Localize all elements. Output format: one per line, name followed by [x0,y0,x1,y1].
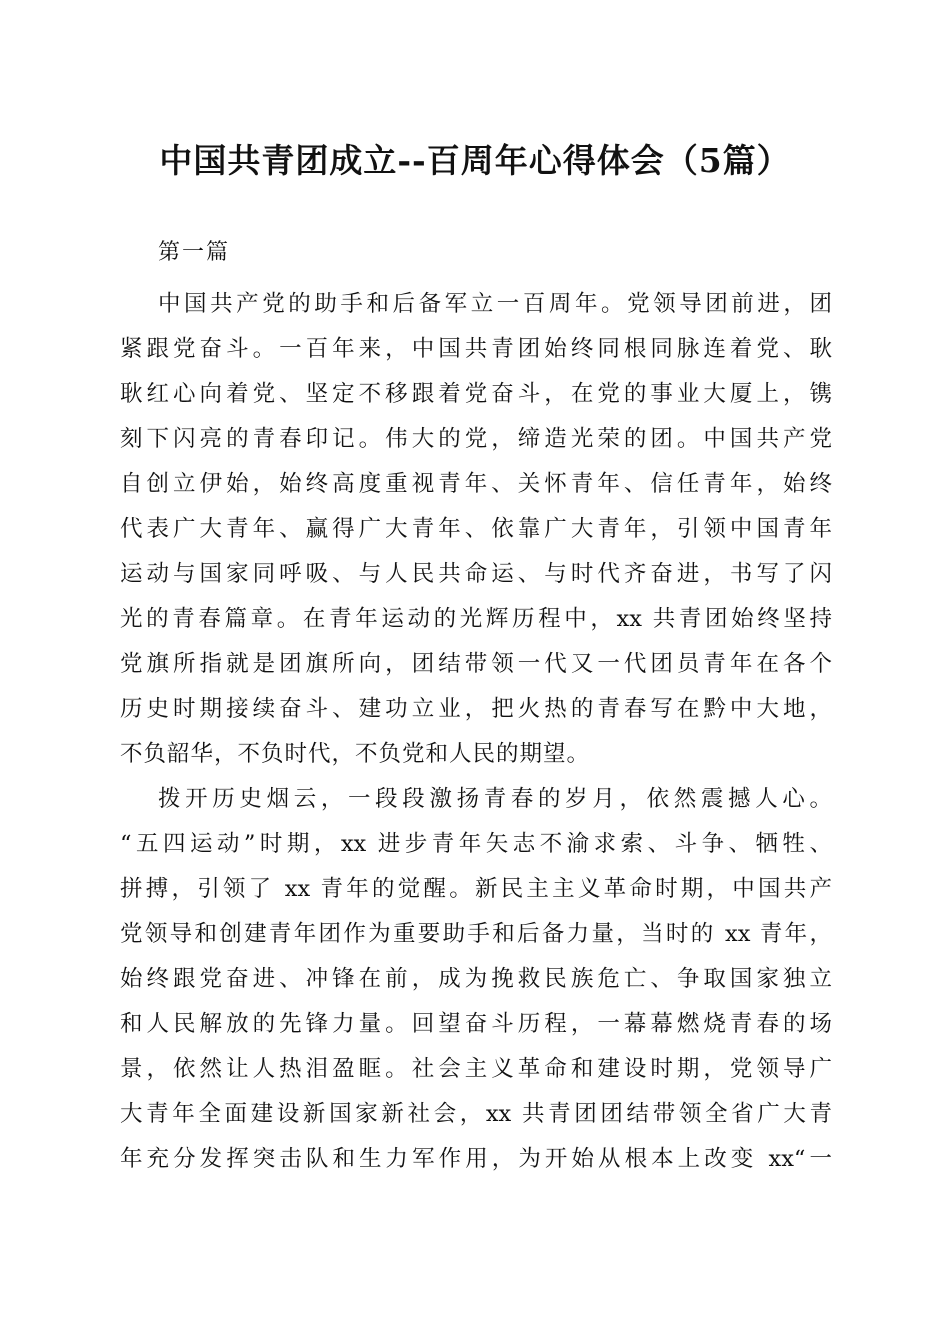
paragraph-line: 自创立伊始，始终高度重视青年、关怀青年、信任青年，始终 [120,471,832,497]
paragraph-line: 始终跟党奋进、冲锋在前，成为挽救民族危亡、争取国家独立 [120,966,832,992]
paragraph-line: 中国共产党的助手和后备军立一百周年。党领导团前进，团 [158,291,832,317]
paragraph-line: 刻下闪亮的青春印记。伟大的党，缔造光荣的团。中国共产党 [120,426,832,452]
paragraph-line: 景，依然让人热泪盈眶。社会主义革命和建设时期，党领导广 [120,1056,832,1082]
paragraph-line: 历史时期接续奋斗、建功立业，把火热的青春写在黔中大地， [120,696,832,722]
document-title: 中国共青团成立--百周年心得体会（5篇） [159,141,791,180]
paragraph-line: 紧跟党奋斗。一百年来，中国共青团始终同根同脉连着党、耿 [120,336,832,362]
paragraph-line: 耿红心向着党、坚定不移跟着党奋斗，在党的事业大厦上，镌 [120,381,832,407]
paragraph-line: 不负韶华，不负时代，不负党和人民的期望。 [120,741,591,767]
body-text [120,282,832,1182]
paragraph-line: 拼搏，引领了 xx 青年的觉醒。新民主主义革命时期，中国共产 [120,876,832,902]
paragraph-line: 年充分发挥突击队和生力军作用，为开始从根本上改变 xx“一 [120,1146,832,1172]
paragraph-line: 大青年全面建设新国家新社会，xx 共青团团结带领全省广大青 [120,1101,832,1127]
paragraph-line: 代表广大青年、赢得广大青年、依靠广大青年，引领中国青年 [120,516,832,542]
paragraph-line: “五四运动”时期，xx 进步青年矢志不渝求索、斗争、牺牲、 [120,831,832,857]
paragraph-line: 党旗所指就是团旗所向，团结带领一代又一代团员青年在各个 [120,651,832,677]
paragraph-line: 拨开历史烟云，一段段激扬青春的岁月，依然震撼人心。 [158,786,832,812]
paragraph-line: 党领导和创建青年团作为重要助手和后备力量，当时的 xx 青年， [120,921,832,947]
paragraph-line: 和人民解放的先锋力量。回望奋斗历程，一幕幕燃烧青春的场 [120,1011,832,1037]
paragraph-line: 运动与国家同呼吸、与人民共命运、与时代齐奋进，书写了闪 [120,561,832,587]
section-label: 第一篇 [158,240,231,265]
paragraph-line: 光的青春篇章。在青年运动的光辉历程中，xx 共青团始终坚持 [120,606,832,632]
